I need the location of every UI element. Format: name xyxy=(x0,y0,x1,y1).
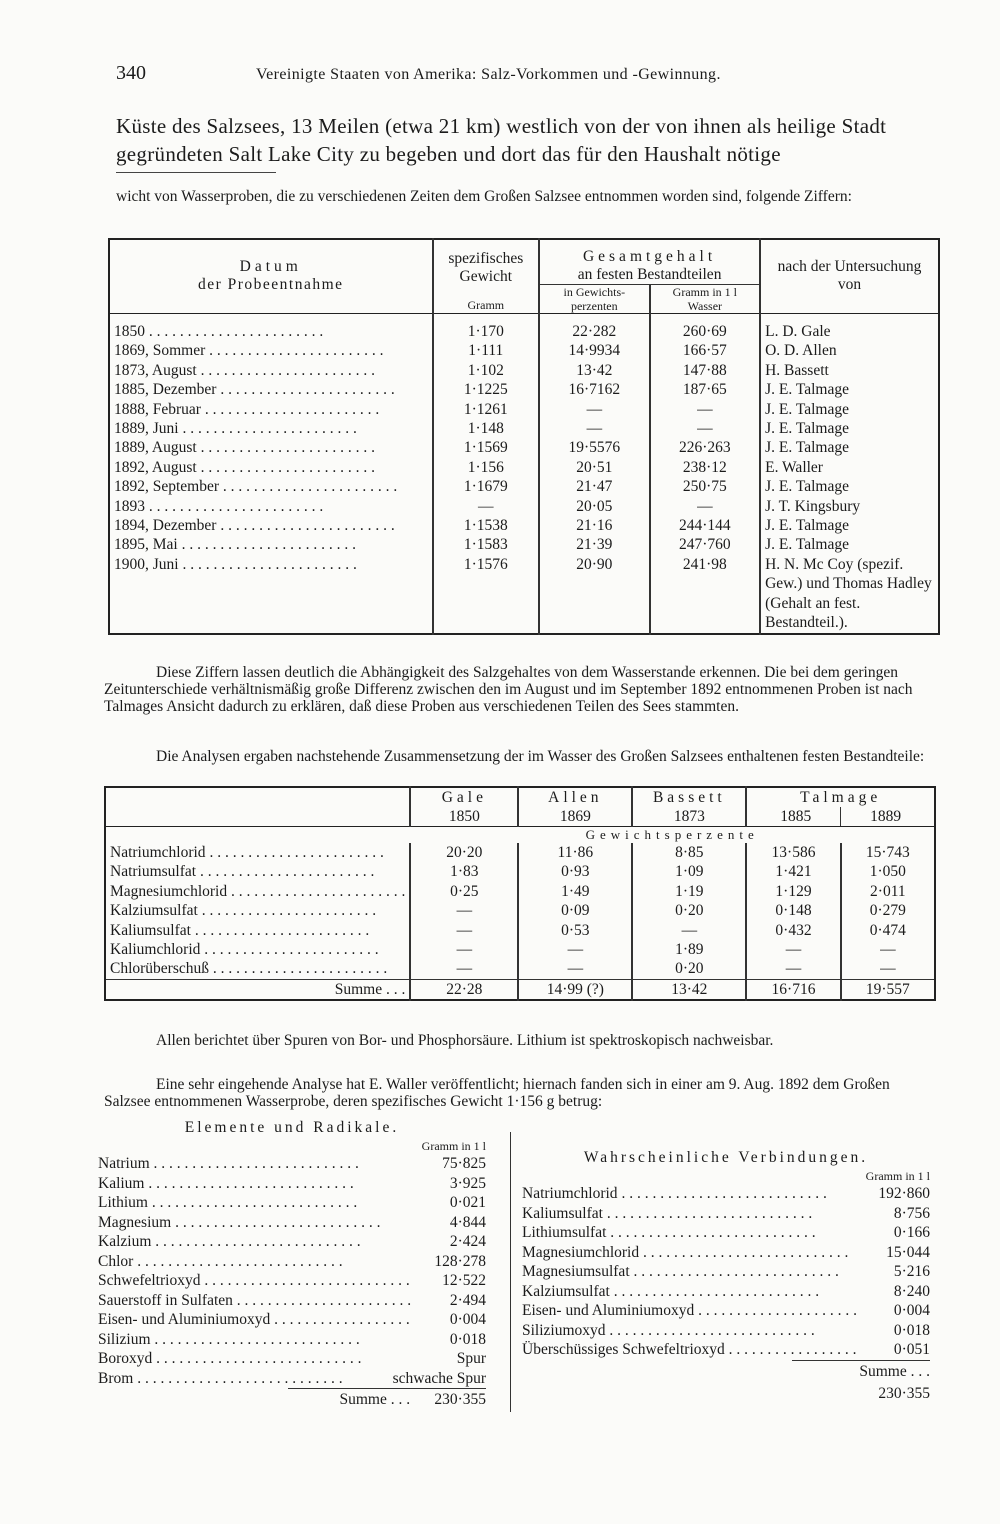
gewicht-cell: 1·1538 xyxy=(433,516,540,535)
col-talmage-header xyxy=(746,787,935,827)
pct-cell: 20·51 xyxy=(539,458,650,477)
compounds-title: Wahrscheinliche Verbindungen. xyxy=(583,1149,869,1166)
gramm-cell: — xyxy=(650,419,761,438)
value-cell: — xyxy=(410,901,518,920)
table-row xyxy=(109,458,939,477)
col-blank-header xyxy=(105,787,410,827)
gewicht-cell: 1·148 xyxy=(433,419,540,438)
item-name: Eisen- und Aluminiumoxyd . . . xyxy=(522,1301,858,1321)
value-cell: 11·86 xyxy=(518,843,632,862)
datum-value: 1894, Dezember . . . xyxy=(114,516,428,535)
table-row xyxy=(109,477,939,496)
item-value: 3·925 xyxy=(449,1174,486,1192)
value-cell: 0·20 xyxy=(632,901,746,920)
gewicht-cell: 1·1225 xyxy=(433,380,540,399)
list-item xyxy=(98,1369,486,1389)
elements-sum-row xyxy=(288,1388,486,1411)
table-row xyxy=(105,901,935,920)
gramm-cell: 226·263 xyxy=(650,438,761,457)
composition-table xyxy=(104,786,936,1001)
list-item xyxy=(522,1223,930,1243)
item-name: Lithium . . . xyxy=(98,1193,414,1213)
table-row xyxy=(105,921,935,940)
item-name: Lithiumsulfat . . . xyxy=(522,1223,858,1243)
list-item xyxy=(522,1340,930,1360)
table-row xyxy=(109,497,939,516)
paragraph-2: Die Analysen ergaben nachstehende Zusammensetzung der im Wasser des Großen Salzsees enthaltenen festen Bestandteile: xyxy=(156,748,925,765)
value-cell: 1·09 xyxy=(632,862,746,881)
item-value: 2·424 xyxy=(449,1233,486,1250)
item-value: 0·018 xyxy=(893,1321,930,1339)
item-name: Eisen- und Aluminiumoxyd . . . xyxy=(98,1310,414,1330)
elements-sum-label: Summe . . . xyxy=(339,1391,411,1408)
col-gewicht-unit: Gramm xyxy=(467,298,505,312)
item-name: Kalium . . . xyxy=(98,1174,414,1194)
table-row xyxy=(109,314,939,342)
von-cell: L. D. Gale xyxy=(760,314,939,342)
item-name: Kalziumsulfat . . . xyxy=(522,1282,858,1302)
col-talmage-year-2: 1889 xyxy=(840,807,930,826)
col-gehalt-header xyxy=(539,239,760,285)
pct-cell: 19·5576 xyxy=(539,438,650,457)
value-cell: — xyxy=(632,921,746,940)
gewicht-cell: 1·102 xyxy=(433,361,540,380)
value-cell: 0·279 xyxy=(841,901,935,920)
list-item xyxy=(98,1252,486,1272)
item-value: 2·494 xyxy=(449,1291,486,1309)
table-row xyxy=(109,400,939,419)
value-cell: — xyxy=(410,959,518,979)
datum-cell xyxy=(109,341,433,360)
composition-table-body xyxy=(105,827,935,1001)
value-cell: — xyxy=(518,959,632,979)
gramm-cell: 244·144 xyxy=(650,516,761,535)
col-datum-header xyxy=(109,239,433,314)
gramm-cell: 260·69 xyxy=(650,314,761,342)
component-cell xyxy=(105,882,410,901)
pct-cell: 21·39 xyxy=(539,535,650,554)
col-gale-header xyxy=(410,787,518,827)
sum-cell: 19·557 xyxy=(841,979,935,1000)
list-item xyxy=(522,1301,930,1321)
col-gale-year: 1850 xyxy=(448,808,480,825)
item-value: 75·825 xyxy=(442,1155,486,1172)
item-name: Brom . . . xyxy=(98,1369,356,1389)
col-talmage-name: Talmage xyxy=(800,789,882,806)
item-value: 8·756 xyxy=(893,1204,930,1222)
col-allen-year: 1869 xyxy=(559,808,591,825)
value-cell: 20·20 xyxy=(410,843,518,862)
gewicht-cell: 1·1583 xyxy=(433,535,540,554)
list-item xyxy=(98,1330,486,1350)
list-item xyxy=(98,1193,486,1213)
value-cell: 13·586 xyxy=(746,843,840,862)
item-value: 8·240 xyxy=(893,1282,930,1300)
item-name: Magnesium . . . xyxy=(98,1213,414,1233)
component-cell xyxy=(105,921,410,940)
von-cell: J. E. Talmage xyxy=(760,380,939,399)
item-name: Natriumchlorid . . . xyxy=(522,1184,858,1204)
item-name: Überschüssiges Schwefeltrioxyd . . . xyxy=(522,1340,858,1360)
col-gehalt-subtitle: an festen Bestandteilen xyxy=(577,266,722,283)
pct-cell: 20·05 xyxy=(539,497,650,516)
value-cell: 1·19 xyxy=(632,882,746,901)
divider xyxy=(116,172,276,173)
von-cell: H. Bassett xyxy=(760,361,939,380)
col-talmage-year-1: 1885 xyxy=(780,808,812,825)
value-cell: 0·93 xyxy=(518,862,632,881)
datum-value: 1888, Februar . . . xyxy=(114,400,428,419)
elements-unit: Gramm in 1 l xyxy=(421,1139,486,1153)
pct-cell: 22·282 xyxy=(539,314,650,342)
value-cell: — xyxy=(746,959,840,979)
col-pct-header: in Gewichts-perzenten xyxy=(539,285,650,314)
pct-cell: 13·42 xyxy=(539,361,650,380)
datum-cell xyxy=(109,314,433,342)
item-name: Siliziumoxyd . . . xyxy=(522,1321,858,1341)
item-name: Natrium . . . xyxy=(98,1154,414,1174)
elements-title: Elemente und Radikale. xyxy=(184,1119,400,1136)
item-name: Kalzium . . . xyxy=(98,1232,414,1252)
von-cell: E. Waller xyxy=(760,458,939,477)
datum-value: 1892, August . . . xyxy=(114,458,428,477)
datum-cell xyxy=(109,516,433,535)
list-item xyxy=(98,1154,486,1174)
value-cell: — xyxy=(410,921,518,940)
col-nach-header: nach der Untersuchung von xyxy=(760,239,939,314)
datum-value: 1893 . . . xyxy=(114,497,428,516)
value-cell: 0·20 xyxy=(632,959,746,979)
intro-text: Küste des Salzsees, 13 Meilen (etwa 21 km) westlich von der von ihnen als heilige Stadt gegründeten Salt Lake City zu begeben und dort das für den Haushalt nötige xyxy=(116,114,887,166)
gewicht-cell: 1·1261 xyxy=(433,400,540,419)
pct-cell: 14·9934 xyxy=(539,341,650,360)
compounds-sum-value: 230·355 xyxy=(878,1384,930,1402)
compounds-list xyxy=(522,1148,930,1405)
von-cell: J. E. Talmage xyxy=(760,516,939,535)
item-value: 0·021 xyxy=(449,1194,486,1211)
list-item xyxy=(522,1262,930,1282)
datum-value: 1885, Dezember . . . xyxy=(114,380,428,399)
col-gale-name: Gale xyxy=(441,789,487,806)
running-head xyxy=(116,62,916,85)
value-cell: 0·53 xyxy=(518,921,632,940)
value-cell: 0·148 xyxy=(746,901,840,920)
paragraph-3: Allen berichtet über Spuren von Bor- und Phosphorsäure. Lithium ist spektroskopisch nachweisbar. xyxy=(156,1032,774,1049)
item-value: 192·860 xyxy=(878,1185,930,1202)
item-value: 0·018 xyxy=(449,1330,486,1348)
sum-cell: 14·99 (?) xyxy=(518,979,632,1000)
value-cell: 0·474 xyxy=(841,921,935,940)
datum-value: 1850 . . . xyxy=(114,322,428,341)
item-value: 0·051 xyxy=(893,1341,930,1358)
item-name: Sauerstoff in Sulfaten . . . xyxy=(98,1291,414,1311)
datum-cell xyxy=(109,497,433,516)
component-label: Natriumsulfat . . . xyxy=(110,862,405,881)
gewicht-cell: 1·170 xyxy=(433,314,540,342)
list-item xyxy=(98,1349,486,1369)
table-row xyxy=(109,535,939,554)
running-head-title: Vereinigte Staaten von Amerika: Salz-Vorkommen und -Gewinnung. xyxy=(256,66,721,83)
component-cell xyxy=(105,862,410,881)
value-cell: — xyxy=(841,959,935,979)
sum-cell: 16·716 xyxy=(746,979,840,1000)
unit-label: Gewichtsperzente xyxy=(585,827,759,842)
item-name: Magnesiumchlorid . . . xyxy=(522,1243,858,1263)
gramm-cell: 250·75 xyxy=(650,477,761,496)
sample-table xyxy=(108,238,940,635)
value-cell: 15·743 xyxy=(841,843,935,862)
pct-cell: 21·16 xyxy=(539,516,650,535)
table-row xyxy=(109,555,939,634)
gramm-cell: — xyxy=(650,400,761,419)
gramm-cell: 241·98 xyxy=(650,555,761,634)
item-value: Spur xyxy=(456,1350,486,1367)
gewicht-cell: 1·1576 xyxy=(433,555,540,634)
col-allen-name: Allen xyxy=(548,789,603,806)
col-gewicht-header xyxy=(433,239,540,314)
von-cell: J. E. Talmage xyxy=(760,400,939,419)
datum-cell xyxy=(109,477,433,496)
table-row xyxy=(109,516,939,535)
list-item xyxy=(522,1282,930,1302)
value-cell: — xyxy=(841,940,935,959)
list-item xyxy=(98,1232,486,1252)
elements-sum-value: 230·355 xyxy=(434,1391,486,1408)
gramm-cell: 187·65 xyxy=(650,380,761,399)
item-value: schwache Spur xyxy=(392,1369,486,1387)
paragraph-4: Eine sehr eingehende Analyse hat E. Waller veröffentlicht; hiernach fanden sich in einer am 9. Aug. 1892 dem Großen Salzsee entnommenen Wasserprobe, deren spezifisches Gewicht 1·156 g betrug: xyxy=(104,1076,890,1110)
value-cell: 1·89 xyxy=(632,940,746,959)
col-gramm-header: Gramm in 1 l Wasser xyxy=(650,285,761,314)
datum-cell xyxy=(109,438,433,457)
gramm-cell: 238·12 xyxy=(650,458,761,477)
list-item xyxy=(98,1174,486,1194)
value-cell: 0·25 xyxy=(410,882,518,901)
gramm-cell: 147·88 xyxy=(650,361,761,380)
list-item xyxy=(98,1291,486,1311)
component-cell xyxy=(105,940,410,959)
von-cell: H. N. Mc Coy (spezif. Gew.) und Thomas Hadley (Gehalt an fest. Bestandteil.). xyxy=(760,555,939,634)
sample-table-body xyxy=(109,314,939,634)
component-label: Chlorüberschuß . . . xyxy=(110,959,405,978)
component-label: Kaliumchlorid . . . xyxy=(110,940,405,959)
table-row xyxy=(109,419,939,438)
col-gehalt-title: Gesamtgehalt xyxy=(582,248,717,265)
value-cell: — xyxy=(518,940,632,959)
component-label: Magnesiumchlorid . . . xyxy=(110,882,405,901)
datum-value: 1892, September . . . xyxy=(114,477,428,496)
datum-cell xyxy=(109,458,433,477)
item-name: Schwefeltrioxyd . . . xyxy=(98,1271,414,1291)
datum-cell xyxy=(109,419,433,438)
value-cell: 1·129 xyxy=(746,882,840,901)
list-item xyxy=(98,1310,486,1330)
elements-list xyxy=(98,1118,486,1411)
pct-cell: 20·90 xyxy=(539,555,650,634)
gramm-cell: 247·760 xyxy=(650,535,761,554)
table-row xyxy=(105,882,935,901)
table-row xyxy=(109,438,939,457)
unit-row-blank xyxy=(105,827,410,844)
table-row xyxy=(105,843,935,862)
datum-value: 1900, Juni . . . xyxy=(114,555,428,574)
datum-cell xyxy=(109,380,433,399)
value-cell: 0·09 xyxy=(518,901,632,920)
datum-value: 1873, August . . . xyxy=(114,361,428,380)
table-row xyxy=(105,862,935,881)
list-item xyxy=(522,1321,930,1341)
item-value: 4·844 xyxy=(449,1213,486,1231)
value-cell: 1·49 xyxy=(518,882,632,901)
von-cell: J. E. Talmage xyxy=(760,419,939,438)
compounds-sum-label: Summe . . . xyxy=(859,1362,930,1380)
page-number: 340 xyxy=(116,62,146,84)
item-value: 128·278 xyxy=(434,1252,486,1270)
table-row xyxy=(109,341,939,360)
item-value: 12·522 xyxy=(442,1272,486,1289)
gewicht-cell: 1·1569 xyxy=(433,438,540,457)
column-divider xyxy=(510,1132,511,1412)
von-cell: J. E. Talmage xyxy=(760,438,939,457)
col-bassett-year: 1873 xyxy=(673,808,705,825)
pct-cell: 16·7162 xyxy=(539,380,650,399)
component-cell xyxy=(105,843,410,862)
col-allen-header xyxy=(518,787,632,827)
lead-text: wicht von Wasserproben, die zu verschiedenen Zeiten dem Großen Salzsee entnommen worden sind, folgende Ziffern: xyxy=(116,188,852,205)
value-cell: 1·421 xyxy=(746,862,840,881)
value-cell: 0·432 xyxy=(746,921,840,940)
value-cell: 1·83 xyxy=(410,862,518,881)
col-bassett-header xyxy=(632,787,746,827)
item-value: 15·044 xyxy=(886,1243,930,1261)
datum-cell xyxy=(109,535,433,554)
col-gewicht-title: spezifisches Gewicht xyxy=(448,250,524,285)
value-cell: 2·011 xyxy=(841,882,935,901)
datum-value: 1869, Sommer . . . xyxy=(114,341,428,360)
component-label: Natriumchlorid . . . xyxy=(110,843,405,862)
item-name: Silizium . . . xyxy=(98,1330,414,1350)
datum-value: 1889, Juni . . . xyxy=(114,419,428,438)
pct-cell: — xyxy=(539,419,650,438)
gramm-cell: 166·57 xyxy=(650,341,761,360)
datum-cell xyxy=(109,400,433,419)
item-value: 0·004 xyxy=(893,1302,930,1319)
value-cell: 1·050 xyxy=(841,862,935,881)
col-datum-subtitle: der Probeentnahme xyxy=(197,276,344,293)
item-name: Kaliumsulfat . . . xyxy=(522,1204,858,1224)
item-name: Chlor . . . xyxy=(98,1252,414,1272)
sum-cell: 22·28 xyxy=(410,979,518,1000)
col-bassett-name: Bassett xyxy=(652,789,726,806)
value-cell: — xyxy=(410,940,518,959)
component-label: Kaliumsulfat . . . xyxy=(110,921,405,940)
item-value: 0·166 xyxy=(893,1224,930,1241)
pct-cell: — xyxy=(539,400,650,419)
datum-cell xyxy=(109,555,433,634)
sum-row xyxy=(105,979,935,1000)
value-cell: 8·85 xyxy=(632,843,746,862)
gewicht-cell: 1·111 xyxy=(433,341,540,360)
compounds-unit: Gramm in 1 l xyxy=(865,1169,930,1183)
table-row xyxy=(109,361,939,380)
gewicht-cell: 1·1679 xyxy=(433,477,540,496)
sum-label: Summe . . . xyxy=(105,979,410,1000)
item-value: 0·004 xyxy=(449,1311,486,1328)
sum-cell: 13·42 xyxy=(632,979,746,1000)
col-datum-title: Datum xyxy=(239,258,302,275)
item-value: 5·216 xyxy=(893,1263,930,1280)
von-cell: O. D. Allen xyxy=(760,341,939,360)
table-row xyxy=(105,959,935,979)
value-cell: — xyxy=(746,940,840,959)
paragraph-1: Diese Ziffern lassen deutlich die Abhängigkeit des Salzgehaltes von dem Wasserstande erkennen. Die bei dem geringen Zeitunterschiede verhältnismäßig große Differenz zwischen den im August und im September 1892 entnommenen Proben ist nach Talmages Ansicht dadurch zu erklären, daß diese Proben aus verschiedenen Teilen des Sees stammten. xyxy=(104,664,913,715)
von-cell: J. E. Talmage xyxy=(760,535,939,554)
table-row xyxy=(105,940,935,959)
list-item xyxy=(522,1184,930,1204)
list-item xyxy=(522,1243,930,1263)
datum-cell xyxy=(109,361,433,380)
von-cell: J. E. Talmage xyxy=(760,477,939,496)
item-name: Magnesiumsulfat . . . xyxy=(522,1262,858,1282)
list-item xyxy=(98,1213,486,1233)
datum-value: 1889, August . . . xyxy=(114,438,428,457)
gewicht-cell: 1·156 xyxy=(433,458,540,477)
item-name: Boroxyd . . . xyxy=(98,1349,414,1369)
gramm-cell: — xyxy=(650,497,761,516)
component-label: Kalziumsulfat . . . xyxy=(110,901,405,920)
datum-value: 1895, Mai . . . xyxy=(114,535,428,554)
component-cell xyxy=(105,959,410,979)
gewicht-cell: — xyxy=(433,497,540,516)
table-row xyxy=(109,380,939,399)
component-cell xyxy=(105,901,410,920)
compounds-sum-row xyxy=(792,1360,930,1405)
list-item xyxy=(98,1271,486,1291)
list-item xyxy=(522,1204,930,1224)
pct-cell: 21·47 xyxy=(539,477,650,496)
von-cell: J. T. Kingsbury xyxy=(760,497,939,516)
